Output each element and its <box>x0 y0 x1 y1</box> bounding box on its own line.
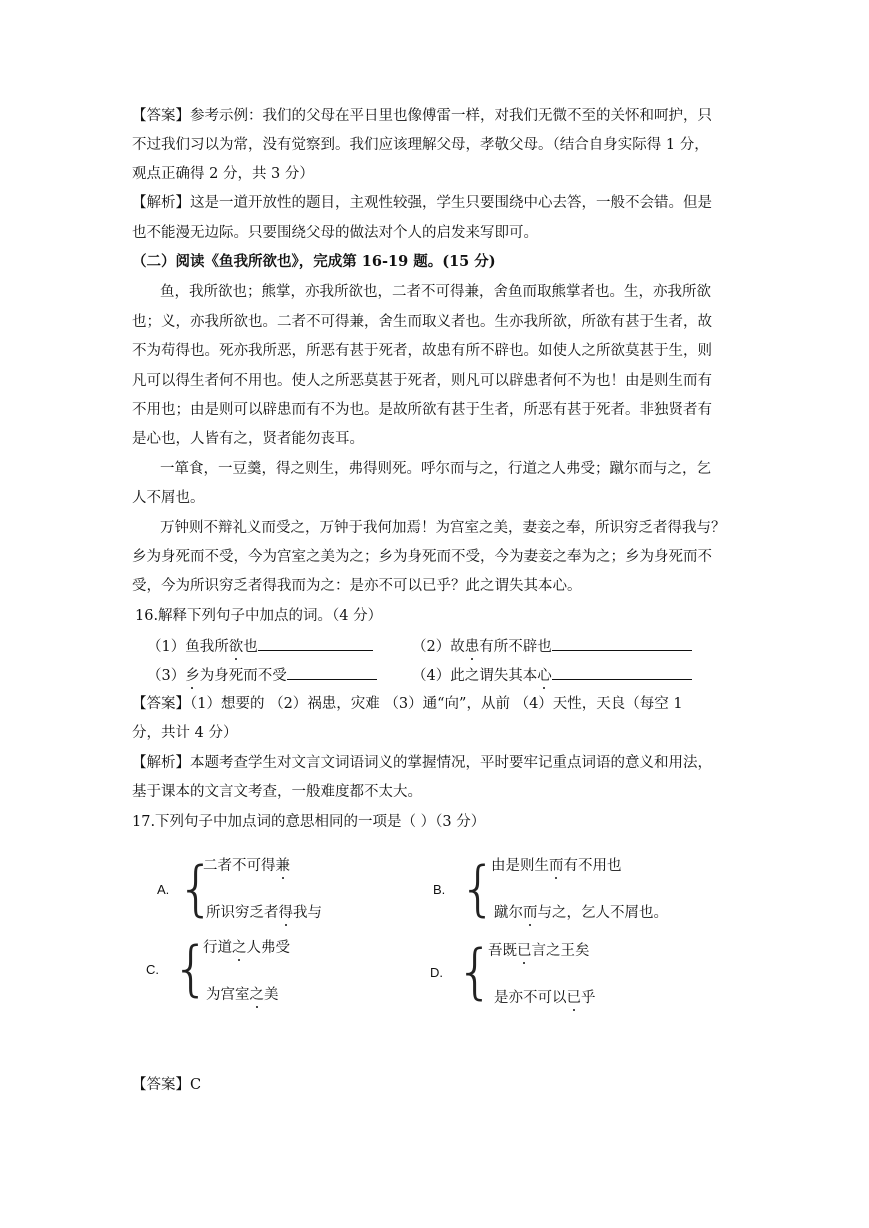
sentence-text: 由是则生 <box>491 858 549 874</box>
passage-line: 一箪食，一豆羹，得之则生，弗得则死。呼尔而与之，行道之人弗受；蹴尔而与之，乞 <box>160 461 711 477</box>
option-letter: C. <box>146 962 159 977</box>
q16-item-3 <box>147 663 377 687</box>
q16-answer-line-1: 【答案】（1）想要的 （2）祸患，灾难 （3）通“向”，从前 （4）天性，天良（每空 1 <box>132 696 683 712</box>
option-top-sentence <box>491 855 622 877</box>
q16-item-4 <box>412 663 692 687</box>
dotted-word: 心 <box>537 668 552 684</box>
dotted-word: 得 <box>278 905 293 921</box>
q16-analysis-line-2: 基于课本的文言文考查，一般难度都不太大。 <box>132 784 422 800</box>
answer-line-2: 不过我们习以为常，没有觉察到。我们应该理解父母，孝敬父母。（结合自身实际得 1 分， <box>132 137 709 153</box>
sentence-text: 人弗受 <box>246 940 290 956</box>
passage-line: 万钟则不辩礼义而受之，万钟于我何加焉！为宫室之美，妻妾之奉，所识穷乏者得我与？ <box>160 520 726 536</box>
answer-blank[interactable] <box>552 663 692 680</box>
passage-line: 不为苟得也。死亦我所恶，所恶有甚于死者，故患有所不辟也。如使人之所欲莫甚于生，则 <box>132 343 712 359</box>
sentence-text: 我与 <box>293 905 322 921</box>
dotted-word: 已 <box>566 990 581 1006</box>
answer-blank[interactable] <box>287 663 377 680</box>
option-top-sentence <box>203 937 290 959</box>
item-text: （4）此之谓失其本 <box>412 668 538 684</box>
left-brace-icon: { <box>459 854 498 924</box>
left-brace-icon: { <box>177 854 216 924</box>
passage-line: 乡为身死而不受，今为宫室之美为之；乡为身死而不受，今为妻妾之奉为之；乡为身死而不 <box>132 549 712 565</box>
item-text: 也 <box>243 639 258 655</box>
dotted-word: 乡 <box>185 668 200 684</box>
q16-title: 16.解释下列句子中加点的词。（4 分） <box>135 608 383 624</box>
item-text: （3） <box>147 668 186 684</box>
dotted-word: 之 <box>249 987 264 1003</box>
item-text: 有所不辟也 <box>479 639 552 655</box>
q16-item-1 <box>147 634 373 658</box>
analysis-line-1: 【解析】这是一道开放性的题目，主观性较强，学生只要围绕中心去答，一般不会错。但是 <box>132 195 712 211</box>
answer-line-3: 观点正确得 2 分，共 3 分） <box>132 166 314 182</box>
option-top-sentence <box>488 940 590 962</box>
option-bottom-sentence <box>494 987 596 1009</box>
option-letter: A. <box>157 882 170 897</box>
passage-line: 人不屑也。 <box>132 490 205 506</box>
option-letter: B. <box>433 882 446 897</box>
sentence-text: 与之，乞人不屑也。 <box>537 905 668 921</box>
sentence-text: 所识穷乏者 <box>206 905 279 921</box>
passage-line: 是心也，人皆有之，贤者能勿丧耳。 <box>132 431 364 447</box>
item-text: （2）故 <box>412 639 465 655</box>
item-text: 为身死而不受 <box>199 668 287 684</box>
dotted-word: 欲 <box>228 639 244 655</box>
option-bottom-sentence <box>206 984 279 1006</box>
q17-title: 17.下列句子中加点词的意思相同的一项是（ ）（3 分） <box>132 814 486 830</box>
dotted-word: 而 <box>523 905 538 921</box>
dotted-word: 之 <box>232 940 247 956</box>
q17-answer: 【答案】C <box>132 1077 202 1093</box>
option-bottom-sentence <box>494 902 668 924</box>
sentence-text: 行道 <box>203 940 232 956</box>
dotted-word: 兼 <box>275 858 290 874</box>
q16-analysis-line-1: 【解析】本题考查学生对文言文词语词义的掌握情况，平时要牢记重点词语的意义和用法， <box>132 755 712 771</box>
sentence-text: 有不用也 <box>563 858 622 874</box>
option-letter: D. <box>430 965 443 980</box>
answer-blank[interactable] <box>552 634 692 651</box>
dotted-word: 患 <box>464 639 480 655</box>
passage-line: 不用也；由是则可以辟患而有不为也。是故所欲有甚于生者，所恶有甚于死者。非独贤者有 <box>132 402 712 418</box>
passage-line: 鱼，我所欲也；熊掌，亦我所欲也，二者不可得兼，舍鱼而取熊掌者也。生，亦我所欲 <box>160 284 711 300</box>
sentence-text: 美 <box>264 987 279 1003</box>
left-brace-icon: { <box>172 934 211 1004</box>
option-top-sentence <box>203 855 290 877</box>
sentence-text: 蹴尔 <box>494 905 523 921</box>
q16-item-2 <box>412 634 692 658</box>
sentence-text: 言之王矣 <box>531 943 590 959</box>
item-text: （1）鱼我所 <box>147 639 229 655</box>
dotted-word: 而 <box>549 858 564 874</box>
dotted-word: 已 <box>517 943 532 959</box>
passage-line: 凡可以得生者何不用也。使人之所恶莫甚于死者，则凡可以辟患者何不为也！由是则生而有 <box>132 373 712 389</box>
sentence-text: 是亦不可以 <box>494 990 567 1006</box>
q16-answer-line-2: 分，共计 4 分） <box>132 725 238 741</box>
sentence-text: 乎 <box>581 990 596 1006</box>
sentence-text: 二者不可得 <box>203 858 276 874</box>
sentence-text: 为宫室 <box>206 987 250 1003</box>
sentence-text: 吾既 <box>488 943 517 959</box>
analysis-line-2: 也不能漫无边际。只要围绕父母的做法对个人的启发来写即可。 <box>132 225 538 241</box>
option-bottom-sentence <box>206 902 322 924</box>
left-brace-icon: { <box>456 937 495 1007</box>
passage-line: 也；义，亦我所欲也。二者不可得兼，舍生而取义者也。生亦我所欲，所欲有甚于生者，故 <box>132 314 712 330</box>
answer-blank[interactable] <box>258 634 373 651</box>
answer-line-1: 【答案】参考示例：我们的父母在平日里也像傅雷一样，对我们无微不至的关怀和呵护，只 <box>132 108 712 124</box>
section-title: （二）阅读《鱼我所欲也》，完成第 16-19 题。(15 分) <box>132 253 496 270</box>
passage-line: 受，今为所识穷乏者得我而为之：是亦不可以已乎？此之谓失其本心。 <box>132 578 582 594</box>
